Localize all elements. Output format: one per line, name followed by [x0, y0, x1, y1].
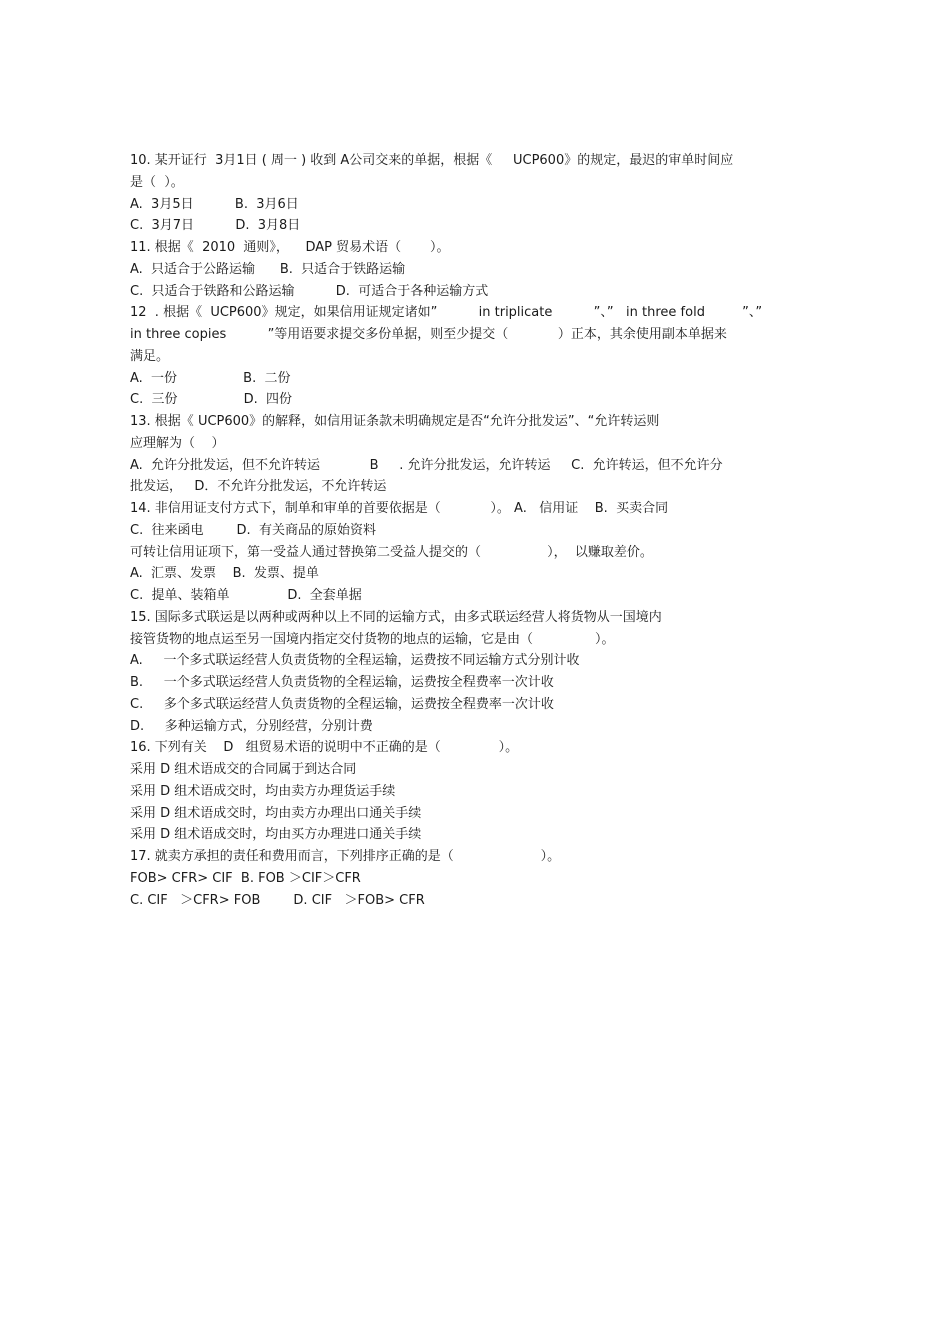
text-line: A. 允许分批发运，但不允许转运 B . 允许分批发运，允许转运 C. 允许转运，但不允许分: [130, 457, 723, 473]
text-line: 接管货物的地点运至另一国境内指定交付货物的地点的运输，它是由（ ）。: [130, 631, 615, 647]
text-line: 14. 非信用证支付方式下，制单和审单的首要依据是（ ）。 A. 信用证 B. 买卖合同: [130, 501, 669, 516]
text-line: 满足。: [130, 348, 170, 364]
text-line: A. 一个多式联运经营人负责货物的全程运输，运费按不同运输方式分别计收: [130, 653, 580, 669]
text-line: 15. 国际多式联运是以两种或两种以上不同的运输方式，由多式联运经营人将货物从一国境内: [130, 609, 662, 625]
text-line: in three copies ”等用语要求提交多份单据，则至少提交（ ）正本，其余使用副本单据来: [130, 327, 727, 342]
text-line: 是（ ）。: [130, 174, 184, 190]
text-line: 可转让信用证项下，第一受益人通过替换第二受益人提交的（ ）， 以赚取差价。: [130, 544, 653, 560]
text-line: 12 . 根据《 UCP600》规定，如果信用证规定诸如” in triplicate ”、” in three fold ”、”: [130, 305, 763, 321]
text-line: C. 3月7日 D. 3月8日: [130, 218, 301, 234]
text-line: C. 多个多式联运经营人负责货物的全程运输，运费按全程费率一次计收: [130, 696, 554, 712]
question-text-block: [130, 150, 830, 911]
text-line: B. 一个多式联运经营人负责货物的全程运输，运费按全程费率一次计收: [130, 675, 554, 690]
text-line: 采用 D 组术语成交时，均由卖方办理出口通关手续: [130, 805, 422, 821]
text-line: 采用 D 组术语成交时，均由买方办理进口通关手续: [130, 827, 422, 843]
text-line: 11. 根据《 2010 通则》， DAP 贸易术语（ ）。: [130, 240, 450, 255]
text-line: A. 一份 B. 二份: [130, 370, 291, 386]
text-line: A. 3月5日 B. 3月6日: [130, 196, 299, 212]
text-line: A. 汇票、发票 B. 发票、提单: [130, 566, 319, 582]
text-line: 13. 根据《 UCP600》的解释，如信用证条款未明确规定是否“允许分批发运”、“允许转运则: [130, 414, 660, 429]
text-line: C. 三份 D. 四份: [130, 392, 292, 408]
text-line: A. 只适合于公路运输 B. 只适合于铁路运输: [130, 261, 406, 277]
text-line: D. 多种运输方式，分别经营，分别计费: [130, 718, 373, 734]
text-line: C. 提单、装箱单 D. 全套单据: [130, 588, 362, 603]
text-line: 应理解为（ ）: [130, 435, 225, 451]
text-line: 采用 D 组术语成交时，均由卖方办理货运手续: [130, 783, 396, 799]
text-line: 10. 某开证行 3月1日 ( 周一 ) 收到 A公司交来的单据，根据《 UCP600》的规定，最迟的审单时间应: [130, 153, 734, 168]
text-line: C. 往来函电 D. 有关商品的原始资料: [130, 522, 376, 538]
text-line: 17. 就卖方承担的责任和费用而言，下列排序正确的是（ ）。: [130, 849, 561, 864]
text-line: FOB> CFR> CIF B. FOB ＞CIF＞CFR: [130, 870, 361, 886]
text-line: 批发运， D．不允许分批发运，不允许转运: [130, 479, 387, 495]
text-line: 16. 下列有关 D 组贸易术语的说明中不正确的是（ ）。: [130, 740, 519, 756]
text-line: C. CIF ＞CFR> FOB D. CIF ＞FOB> CFR: [130, 892, 425, 908]
text-line: C. 只适合于铁路和公路运输 D. 可适合于各种运输方式: [130, 283, 489, 299]
text-line: 采用 D 组术语成交的合同属于到达合同: [130, 762, 357, 777]
